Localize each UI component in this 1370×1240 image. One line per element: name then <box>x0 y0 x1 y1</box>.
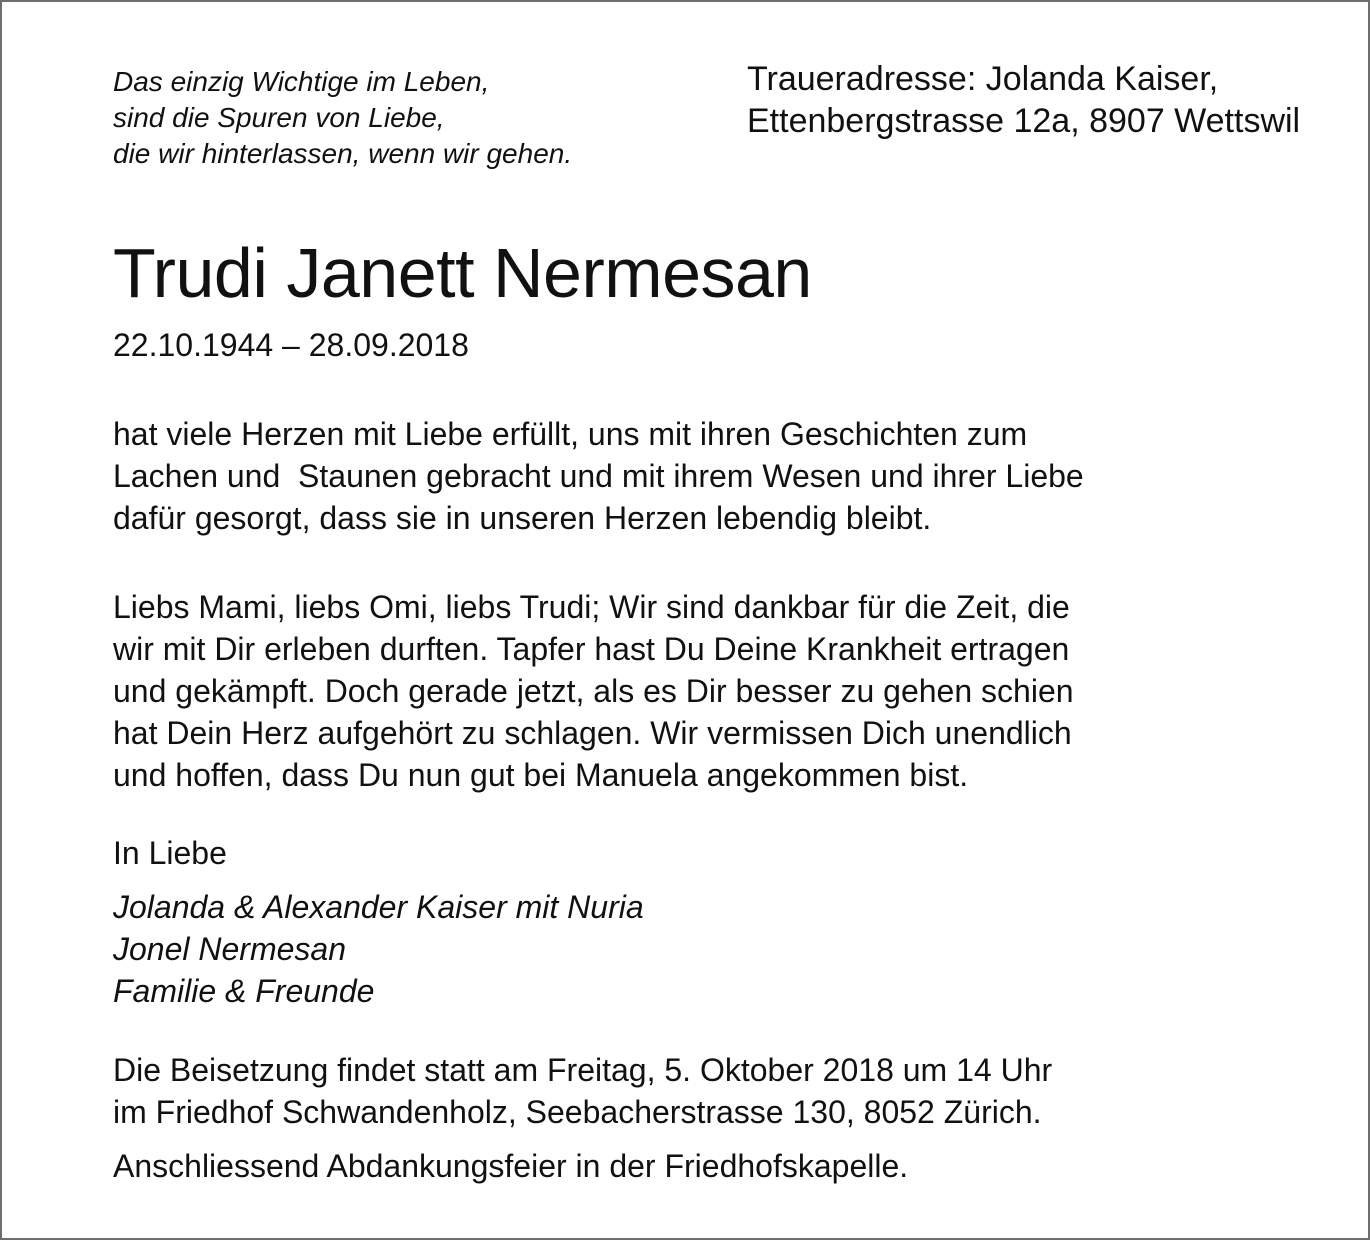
text-line: im Friedhof Schwandenholz, Seebacherstrasse 130, 8052 Zürich. <box>113 1094 1042 1130</box>
mourner-name: Jonel Nermesan <box>113 931 346 967</box>
text-line: Liebs Mami, liebs Omi, liebs Trudi; Wir sind dankbar für die Zeit, die <box>113 589 1070 625</box>
mourner-name: Jolanda & Alexander Kaiser mit Nuria <box>113 889 644 925</box>
farewell-paragraph <box>113 586 1074 796</box>
text-line: und gekämpft. Doch gerade jetzt, als es Dir besser zu gehen schien <box>113 673 1074 709</box>
text-line: Lachen und Staunen gebracht und mit ihrem Wesen und ihrer Liebe <box>113 458 1084 494</box>
text-line: hat viele Herzen mit Liebe erfüllt, uns mit ihren Geschichten zum <box>113 416 1028 452</box>
text-line: hat Dein Herz aufgehört zu schlagen. Wir vermissen Dich unendlich <box>113 715 1072 751</box>
address-line: Ettenbergstrasse 12a, 8907 Wettswil <box>747 102 1301 140</box>
quote-line: Das einzig Wichtige im Leben, <box>113 66 490 97</box>
text-line: Die Beisetzung findet statt am Freitag, 5. Oktober 2018 um 14 Uhr <box>113 1052 1053 1088</box>
funeral-details <box>113 1049 1052 1133</box>
mourner-name: Familie & Freunde <box>113 973 375 1009</box>
closing-phrase: In Liebe <box>113 835 227 871</box>
text-line: dafür gesorgt, dass sie in unseren Herzen lebendig bleibt. <box>113 500 932 536</box>
text-line: wir mit Dir erleben durften. Tapfer hast Du Deine Krankheit ertragen <box>113 631 1070 667</box>
address-line: Traueradresse: Jolanda Kaiser, <box>747 60 1219 98</box>
quote-line: die wir hinterlassen, wenn wir gehen. <box>113 138 573 169</box>
life-dates: 22.10.1944 – 28.09.2018 <box>113 327 469 363</box>
mourners-list <box>113 886 644 1012</box>
memorial-service-note: Anschliessend Abdankungsfeier in der Friedhofskapelle. <box>113 1148 909 1184</box>
quote-line: sind die Spuren von Liebe, <box>113 102 445 133</box>
deceased-name: Trudi Janett Nermesan <box>113 234 812 312</box>
text-line: und hoffen, dass Du nun gut bei Manuela angekommen bist. <box>113 757 969 793</box>
mourning-address <box>747 58 1300 142</box>
tribute-paragraph <box>113 413 1084 539</box>
memorial-quote <box>113 64 572 172</box>
